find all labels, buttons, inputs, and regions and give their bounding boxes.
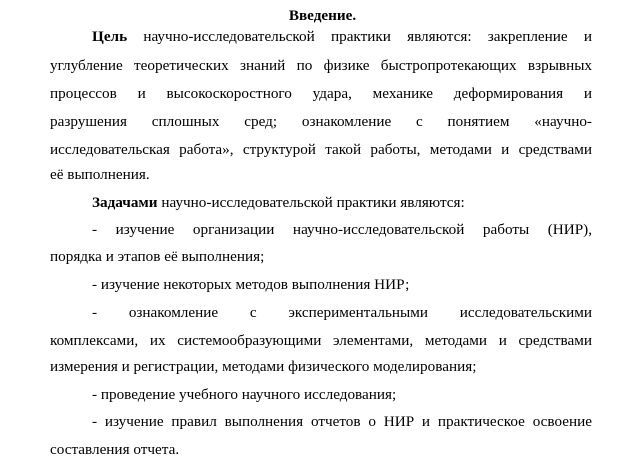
document-title: Введение. bbox=[288, 7, 357, 24]
goal-line-1 bbox=[92, 27, 592, 47]
task-item-1-line-1: - изучение организации научно-исследовательской работы (НИР), bbox=[92, 221, 592, 238]
goal-line-2: углубление теоретических знаний по физике быстропротекающих взрывных bbox=[50, 57, 592, 74]
goal-line-6: её выполнения. bbox=[50, 166, 150, 183]
goal-text-1: научно-исследовательской практики являются: закрепление и bbox=[143, 28, 592, 45]
tasks-intro-text: научно-исследовательской практики являются: bbox=[161, 194, 465, 211]
goal-term: Цель bbox=[92, 28, 128, 45]
goal-line-5: исследовательская работа», структурой такой работы, методами и средствами bbox=[50, 141, 592, 158]
task-item-5-line-1: - изучение правил выполнения отчетов о НИР и практическое освоение bbox=[92, 413, 592, 430]
task-item-1-line-2: порядка и этапов её выполнения; bbox=[50, 248, 265, 265]
goal-line-3: процессов и высокоскоростного удара, механике деформирования и bbox=[50, 85, 592, 102]
task-item-4-line-1: - проведение учебного научного исследования; bbox=[92, 386, 397, 403]
task-item-3-line-1: - ознакомление с экспериментальными исследовательскими bbox=[92, 304, 592, 321]
goal-line-4: разрушения сплошных сред; ознакомление с понятием «научно- bbox=[50, 113, 592, 130]
task-item-3-line-2: комплексами, их системообразующими элементами, методами и средствами bbox=[50, 332, 592, 349]
task-item-3-line-3: измерения и регистрации, методами физического моделирования; bbox=[50, 358, 477, 375]
task-item-2-line-1: - изучение некоторых методов выполнения НИР; bbox=[92, 276, 410, 293]
tasks-intro bbox=[92, 193, 592, 213]
task-item-5-line-2: составления отчета. bbox=[50, 441, 180, 458]
tasks-term: Задачами bbox=[92, 194, 158, 211]
